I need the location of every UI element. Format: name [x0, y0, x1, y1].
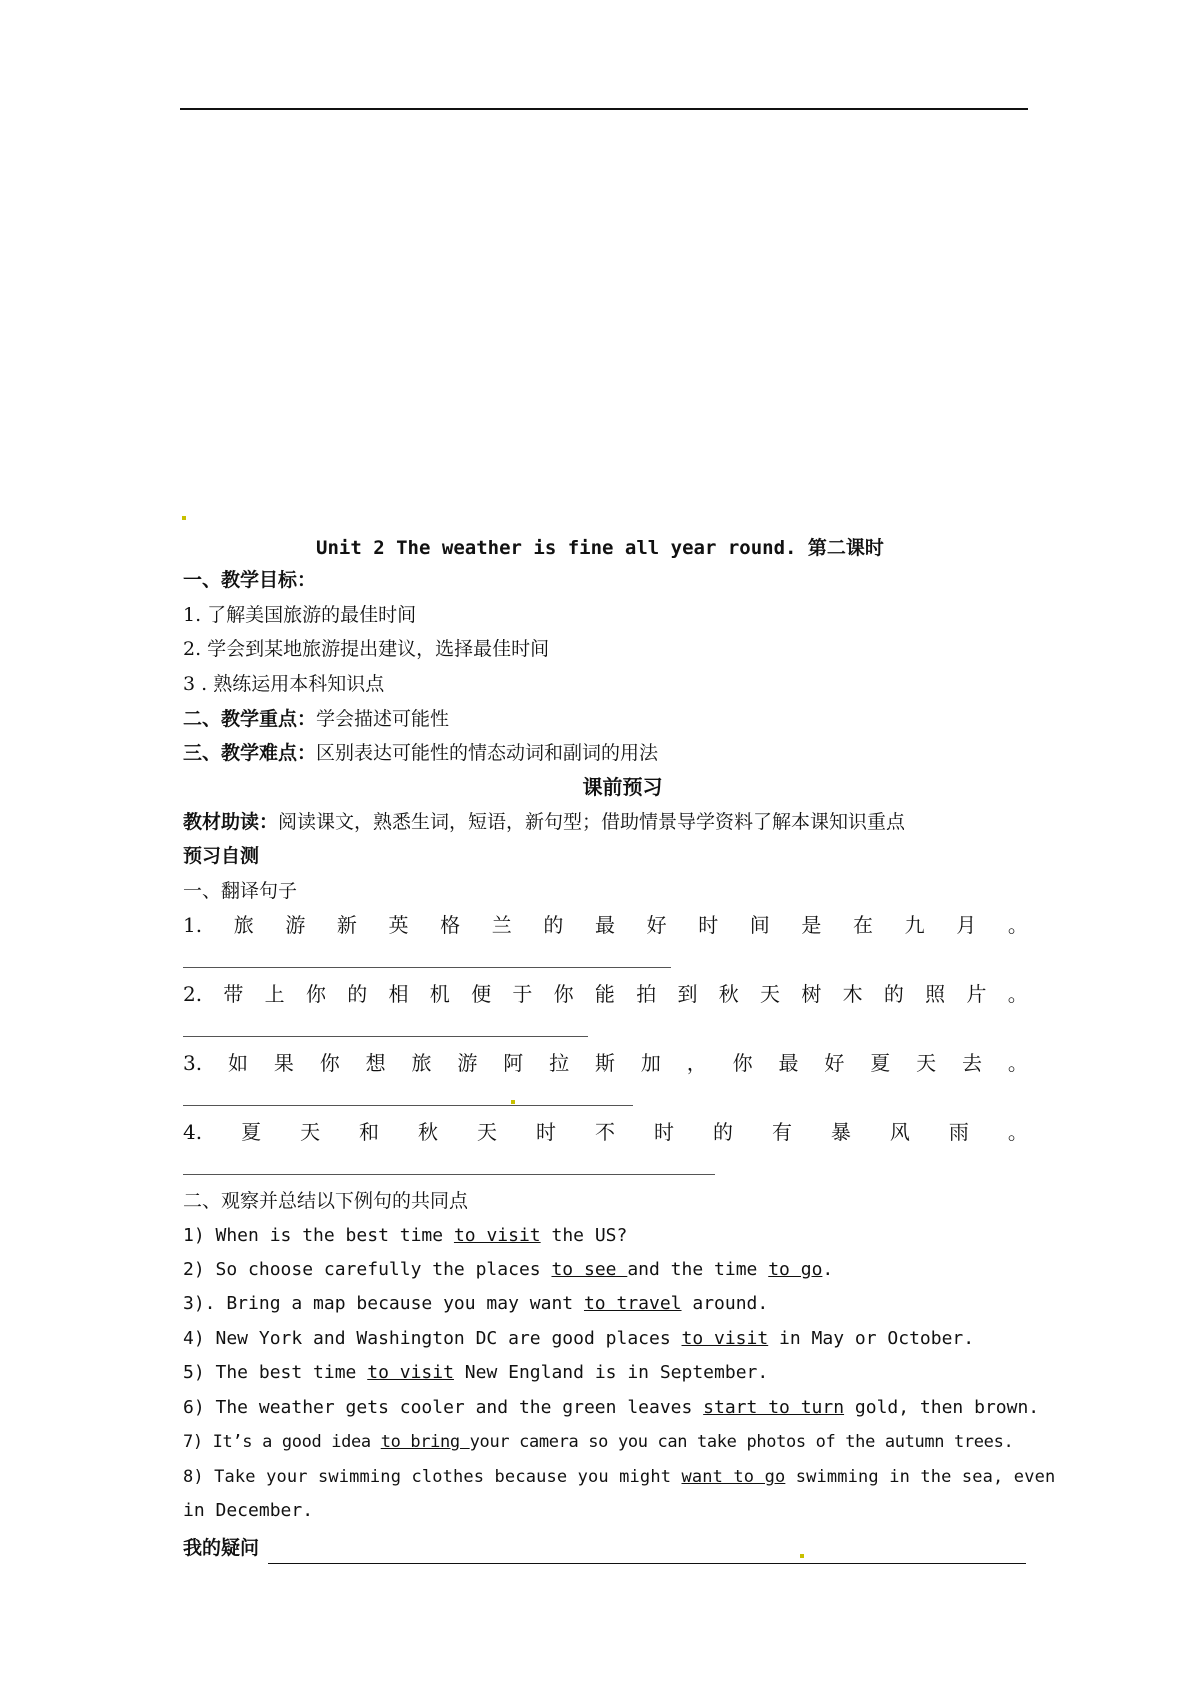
sentence-text: 8) Take your swimming clothes because you might [183, 1467, 682, 1487]
sentence-char: 天 [300, 1120, 321, 1144]
key-point [183, 707, 449, 731]
sentence-char: 天 [760, 982, 781, 1006]
sentence-text: swimming in the sea, even [785, 1467, 1056, 1487]
sentence-char: 。 [1007, 1120, 1028, 1144]
sentence-text: in May or October. [768, 1328, 975, 1349]
sentence-char: 天 [477, 1120, 498, 1144]
sentence-text: the US? [540, 1225, 628, 1246]
difficult-point-text: 区别表达可能性的情态动词和副词的用法 [316, 742, 659, 764]
sentence-number: 3. [183, 1051, 203, 1075]
sentence-char: 想 [365, 1051, 386, 1075]
answer-line [183, 967, 671, 968]
sentence-char: 相 [388, 982, 409, 1006]
sentence-char: 加 [640, 1051, 661, 1075]
sentence-char: 有 [771, 1120, 792, 1144]
sentence-char: 旅 [233, 913, 254, 937]
sentence-char: 时 [536, 1120, 556, 1144]
sentence-char: 拉 [549, 1051, 570, 1075]
reading-aid-text: 阅读课文，熟悉生词，短语，新句型；借助情景导学资料了解本课知识重点 [278, 811, 906, 833]
sentence-char: 暴 [830, 1120, 851, 1144]
goal-item: 2. 学会到某地旅游提出建议，选择最佳时间 [183, 638, 550, 660]
underlined-phrase: to go [768, 1259, 823, 1280]
sentence-text: 7) It’s a good idea [183, 1432, 381, 1452]
sentence-char: 你 [305, 982, 326, 1006]
sentence-char: 最 [594, 913, 615, 937]
sentence-char: 便 [471, 982, 492, 1006]
sentence-number: 2. [183, 982, 203, 1006]
observe-heading: 二、观察并总结以下例句的共同点 [183, 1190, 469, 1212]
example-sentence-continued: in December. [183, 1500, 314, 1521]
sentence-char: 树 [801, 982, 822, 1006]
sentence-char: 时 [653, 1120, 674, 1144]
sentence-text: 2) So choose carefully the places [183, 1259, 552, 1280]
translate-sentence-4 [183, 1120, 1028, 1144]
stray-dot [511, 1100, 515, 1104]
sentence-text: 6) The weather gets cooler and the green leaves [183, 1397, 704, 1418]
sentence-char: 的 [347, 982, 368, 1006]
sentence-char: 的 [543, 913, 564, 937]
goal-item: 3 . 熟练运用本科知识点 [183, 673, 385, 695]
sentence-char: 时 [698, 913, 719, 937]
sentence-char: 月 [956, 913, 977, 937]
sentence-char: 九 [904, 913, 925, 937]
questions-label: 我的疑问 [183, 1537, 260, 1559]
translate-sentence-3 [183, 1051, 1028, 1075]
example-sentence [183, 1465, 1055, 1489]
sentence-char: 带 [223, 982, 244, 1006]
sentence-char: 夏 [241, 1120, 262, 1144]
sentence-char: 游 [457, 1051, 478, 1075]
sentence-text: your camera so you can take photos of the autumn trees. [469, 1432, 1014, 1452]
key-point-label: 二、教学重点： [183, 708, 317, 730]
example-sentence [183, 1224, 627, 1248]
underlined-phrase: to travel [583, 1293, 682, 1314]
stray-dot [182, 516, 186, 520]
translate-sentence-2 [183, 982, 1028, 1006]
sentence-text: around. [681, 1293, 769, 1314]
sentence-char: 果 [273, 1051, 294, 1075]
underlined-phrase: to see [551, 1259, 628, 1280]
sentence-char: 雨 [948, 1120, 969, 1144]
sentence-char: 如 [227, 1051, 248, 1075]
sentence-char: 是 [801, 913, 822, 937]
self-test-heading: 预习自测 [183, 845, 260, 867]
sentence-char: 秋 [418, 1120, 439, 1144]
sentence-char: 好 [646, 913, 667, 937]
sentence-text: gold, then brown. [844, 1397, 1040, 1418]
answer-line [183, 1036, 588, 1037]
example-sentence [183, 1292, 768, 1316]
difficult-point-label: 三、教学难点： [183, 742, 317, 764]
header-rule [180, 108, 1028, 110]
stray-dot [800, 1554, 804, 1558]
page-title: Unit 2 The weather is fine all year round. 第二课时 [316, 537, 884, 559]
sentence-char: 能 [594, 982, 615, 1006]
sentence-char: 。 [1007, 1051, 1028, 1075]
underlined-phrase: to visit [367, 1362, 454, 1383]
sentence-char: 。 [1007, 982, 1028, 1006]
sentence-char: 天 [916, 1051, 937, 1075]
example-sentence [183, 1430, 1013, 1454]
underlined-phrase: start to turn [703, 1397, 845, 1418]
sentence-char: 的 [712, 1120, 733, 1144]
sentence-char: 斯 [594, 1051, 615, 1075]
sentence-char: 机 [429, 982, 450, 1006]
key-point-text: 学会描述可能性 [316, 708, 450, 730]
sentence-char: 兰 [491, 913, 512, 937]
sentence-char: 上 [264, 982, 285, 1006]
sentence-char: 最 [778, 1051, 799, 1075]
sentence-char: 你 [319, 1051, 340, 1075]
example-sentence [183, 1361, 768, 1385]
preview-heading: 课前预习 [582, 775, 663, 799]
sentence-text: and the time [627, 1259, 769, 1280]
sentence-text: New England is in September. [453, 1362, 769, 1383]
sentence-char: 你 [553, 982, 574, 1006]
sentence-char: 你 [732, 1051, 753, 1075]
sentence-text: 4) New York and Washington DC are good places [183, 1328, 682, 1349]
questions-answer-line [268, 1563, 1026, 1564]
underlined-phrase: to visit [681, 1328, 769, 1349]
goals-heading: 一、教学目标： [183, 569, 317, 591]
sentence-char: 旅 [411, 1051, 432, 1075]
sentence-char: 去 [961, 1051, 982, 1075]
underlined-phrase: to bring [380, 1432, 470, 1452]
reading-aid [183, 810, 905, 834]
underlined-phrase: to visit [453, 1225, 541, 1246]
sentence-char: ， [686, 1051, 707, 1075]
sentence-char: 间 [749, 913, 770, 937]
sentence-number: 1. [183, 913, 203, 937]
example-sentence [183, 1327, 974, 1351]
sentence-char: 的 [883, 982, 904, 1006]
sentence-char: 风 [889, 1120, 910, 1144]
sentence-char: 于 [512, 982, 533, 1006]
sentence-char: 拍 [636, 982, 657, 1006]
sentence-char: 不 [594, 1120, 615, 1144]
sentence-char: 游 [285, 913, 306, 937]
sentence-char: 照 [925, 982, 946, 1006]
example-sentence [183, 1396, 1039, 1420]
sentence-char: 。 [1007, 913, 1028, 937]
answer-line [183, 1174, 715, 1175]
sentence-char: 和 [359, 1120, 380, 1144]
sentence-char: 到 [677, 982, 698, 1006]
sentence-char: 夏 [870, 1051, 891, 1075]
sentence-text: 5) The best time [183, 1362, 368, 1383]
sentence-char: 好 [824, 1051, 845, 1075]
answer-line [183, 1105, 633, 1106]
sentence-number: 4. [183, 1120, 203, 1144]
sentence-char: 片 [966, 982, 987, 1006]
sentence-char: 格 [440, 913, 461, 937]
sentence-char: 木 [842, 982, 863, 1006]
goal-item: 1. 了解美国旅游的最佳时间 [183, 604, 417, 626]
sentence-char: 英 [388, 913, 409, 937]
translate-sentence-1 [183, 913, 1028, 937]
example-sentence [183, 1258, 833, 1282]
reading-aid-label: 教材助读： [183, 811, 279, 833]
sentence-char: 阿 [503, 1051, 524, 1075]
sentence-char: 秋 [718, 982, 739, 1006]
sentence-char: 新 [336, 913, 357, 937]
sentence-text: 1) When is the best time [183, 1225, 454, 1246]
underlined-phrase: want to go [681, 1467, 786, 1487]
difficult-point [183, 741, 658, 765]
translate-heading: 一、翻译句子 [183, 880, 298, 902]
sentence-text: . [822, 1259, 834, 1280]
sentence-text: 3). Bring a map because you may want [183, 1293, 584, 1314]
sentence-char: 在 [853, 913, 874, 937]
